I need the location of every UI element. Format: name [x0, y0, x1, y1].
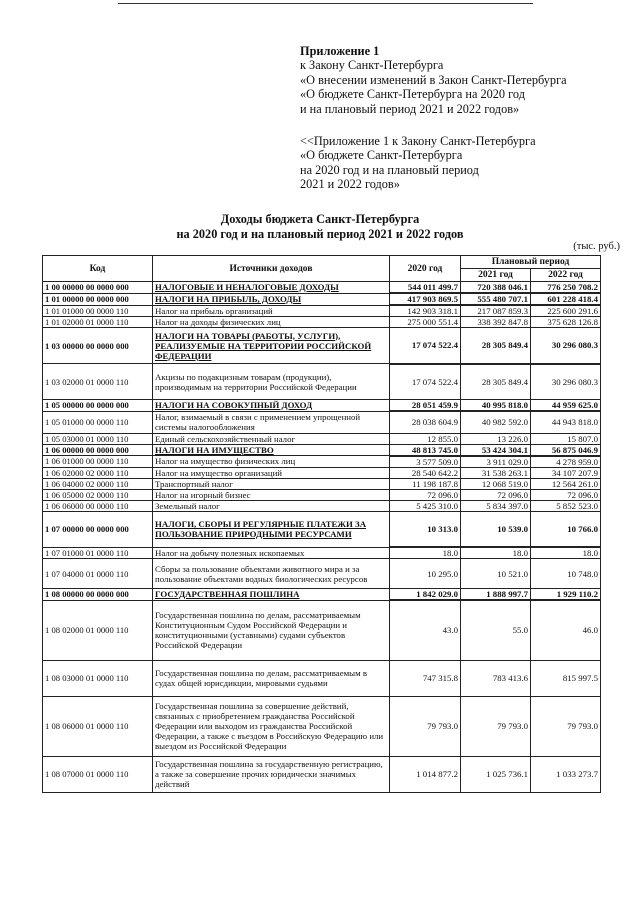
row-source-name: Налог на добычу полезных ископаемых: [153, 547, 390, 559]
row-source-name: Государственная пошлина за совершение действий, связанных с приобретением гражданства Российской Федерации или выходом из гражданства Российской Федерации, а также с въездом в Российскую Федерацию или выездом из Российской Федерации: [153, 696, 390, 756]
table-row: [43, 559, 601, 589]
row-source-name: Акцизы по подакцизным товарам (продукции), производимым на территории Российской Федерации: [153, 364, 390, 400]
row-value-2020: 18.0: [390, 547, 461, 559]
row-code: 1 01 01000 00 0000 110: [43, 305, 153, 317]
row-value-2022: 1 033 273.7: [531, 756, 601, 792]
table-row: [43, 328, 601, 364]
row-code: 1 06 02000 02 0000 110: [43, 467, 153, 478]
row-value-2021: 783 413.6: [461, 660, 531, 696]
annex-ref-line: 2021 и 2022 годов»: [300, 177, 400, 192]
row-source-name: Налог, взимаемый в связи с применением упрощенной системы налогообложения: [153, 411, 390, 433]
table-row: [43, 411, 601, 433]
row-code: 1 06 06000 00 0000 110: [43, 500, 153, 511]
row-value-2020: 1 014 877.2: [390, 756, 461, 792]
row-code: 1 08 02000 01 0000 110: [43, 600, 153, 660]
row-value-2022: 4 278 959.0: [531, 456, 601, 468]
row-value-2020: 43.0: [390, 600, 461, 660]
header-2021: 2021 год: [461, 269, 531, 282]
annex-line: «О внесении изменений в Закон Санкт-Петербурга: [300, 72, 567, 87]
annex-line: к Закону Санкт-Петербурга: [300, 58, 444, 73]
table-row: [43, 696, 601, 756]
row-value-2022: 56 875 046.9: [531, 444, 601, 456]
table-row: [43, 293, 601, 305]
row-source-name: Государственная пошлина за государственную регистрацию, а также за совершение прочих юридически значимых действий: [153, 756, 390, 792]
row-value-2022: 375 628 126.8: [531, 317, 601, 328]
table-row: [43, 305, 601, 317]
row-value-2022: 18.0: [531, 547, 601, 559]
row-source-name: НАЛОГОВЫЕ И НЕНАЛОГОВЫЕ ДОХОДЫ: [153, 282, 390, 294]
title-line: Доходы бюджета Санкт-Петербурга: [220, 212, 420, 226]
row-source-name: Сборы за пользование объектами животного мира и за пользование объектами водных биологических ресурсов: [153, 559, 390, 589]
row-value-2021: 555 480 707.1: [461, 293, 531, 305]
row-code: 1 07 00000 00 0000 000: [43, 511, 153, 547]
row-value-2022: 15 807.0: [531, 433, 601, 444]
table-row: [43, 317, 601, 328]
row-value-2022: 44 943 818.0: [531, 411, 601, 433]
row-value-2021: 1 025 736.1: [461, 756, 531, 792]
row-source-name: Земельный налог: [153, 500, 390, 511]
row-code: 1 05 00000 00 0000 000: [43, 400, 153, 412]
row-source-name: Налог на доходы физических лиц: [153, 317, 390, 328]
table-row: [43, 467, 601, 478]
row-value-2022: 1 929 110.2: [531, 589, 601, 601]
row-value-2020: 417 903 869.5: [390, 293, 461, 305]
row-source-name: Единый сельскохозяйственный налог: [153, 433, 390, 444]
table-row: [43, 400, 601, 412]
row-value-2020: 12 855.0: [390, 433, 461, 444]
row-value-2022: 72 096.0: [531, 489, 601, 500]
row-code: 1 08 03000 01 0000 110: [43, 660, 153, 696]
row-code: 1 07 01000 01 0000 110: [43, 547, 153, 559]
table-row: [43, 589, 601, 601]
row-value-2021: 1 888 997.7: [461, 589, 531, 601]
row-value-2022: 776 250 708.2: [531, 282, 601, 294]
units-label: (тыс. руб.): [573, 241, 620, 252]
row-value-2021: 55.0: [461, 600, 531, 660]
row-code: 1 08 00000 00 0000 000: [43, 589, 153, 601]
row-code: 1 00 00000 00 0000 000: [43, 282, 153, 294]
row-value-2022: 79 793.0: [531, 696, 601, 756]
row-value-2020: 544 011 499.7: [390, 282, 461, 294]
row-value-2022: 815 997.5: [531, 660, 601, 696]
header-planned-period: Плановый период: [461, 256, 601, 269]
row-value-2020: 17 074 522.4: [390, 328, 461, 364]
row-value-2022: 30 296 080.3: [531, 364, 601, 400]
row-source-name: НАЛОГИ НА СОВОКУПНЫЙ ДОХОД: [153, 400, 390, 412]
row-code: 1 07 04000 01 0000 110: [43, 559, 153, 589]
row-value-2021: 3 911 029.0: [461, 456, 531, 468]
row-value-2021: 12 068 519.0: [461, 478, 531, 489]
row-source-name: Налог на имущество физических лиц: [153, 456, 390, 468]
table-row: [43, 433, 601, 444]
annex-ref-line: <<Приложение 1 к Закону Санкт-Петербурга: [300, 134, 536, 148]
table-body: [43, 282, 601, 793]
row-value-2021: 5 834 397.0: [461, 500, 531, 511]
row-code: 1 01 02000 01 0000 110: [43, 317, 153, 328]
table-row: [43, 478, 601, 489]
row-value-2022: 30 296 080.3: [531, 328, 601, 364]
row-source-name: Государственная пошлина по делам, рассматриваемым в судах общей юрисдикции, мировыми судьями: [153, 660, 390, 696]
row-source-name: НАЛОГИ НА ПРИБЫЛЬ, ДОХОДЫ: [153, 293, 390, 305]
row-value-2020: 28 540 642.2: [390, 467, 461, 478]
row-source-name: НАЛОГИ, СБОРЫ И РЕГУЛЯРНЫЕ ПЛАТЕЖИ ЗА ПОЛЬЗОВАНИЕ ПРИРОДНЫМИ РЕСУРСАМИ: [153, 511, 390, 547]
row-value-2020: 48 813 745.0: [390, 444, 461, 456]
row-value-2021: 18.0: [461, 547, 531, 559]
row-value-2021: 28 305 849.4: [461, 364, 531, 400]
row-code: 1 05 03000 01 0000 110: [43, 433, 153, 444]
row-value-2020: 5 425 310.0: [390, 500, 461, 511]
row-value-2020: 1 842 029.0: [390, 589, 461, 601]
row-source-name: Транспортный налог: [153, 478, 390, 489]
row-value-2020: 79 793.0: [390, 696, 461, 756]
row-value-2021: 79 793.0: [461, 696, 531, 756]
table-row: [43, 511, 601, 547]
row-value-2021: 31 538 263.1: [461, 467, 531, 478]
row-value-2020: 28 051 459.9: [390, 400, 461, 412]
row-value-2022: 10 766.0: [531, 511, 601, 547]
row-value-2022: 601 228 418.4: [531, 293, 601, 305]
table-row: [43, 456, 601, 468]
document-title: [120, 212, 520, 242]
table-row: [43, 600, 601, 660]
row-value-2021: 72 096.0: [461, 489, 531, 500]
row-value-2020: 72 096.0: [390, 489, 461, 500]
header-2022: 2022 год: [531, 269, 601, 282]
row-value-2021: 10 539.0: [461, 511, 531, 547]
row-source-name: Государственная пошлина по делам, рассматриваемым Конституционным Судом Российской Федерации и конституционными (уставными) судами субъектов Российской Федерации: [153, 600, 390, 660]
table-row: [43, 756, 601, 792]
row-source-name: Налог на имущество организаций: [153, 467, 390, 478]
row-value-2022: 46.0: [531, 600, 601, 660]
header-source: Источники доходов: [153, 256, 390, 282]
top-rule: [118, 3, 533, 4]
annex-header: [300, 44, 620, 116]
row-code: 1 03 02000 01 0000 110: [43, 364, 153, 400]
annex-reference: [300, 134, 620, 192]
row-value-2021: 217 087 859.3: [461, 305, 531, 317]
table-row: [43, 500, 601, 511]
row-value-2020: 28 038 604.9: [390, 411, 461, 433]
row-code: 1 06 01000 00 0000 110: [43, 456, 153, 468]
row-value-2022: 34 107 207.9: [531, 467, 601, 478]
annex-title: Приложение 1: [300, 44, 380, 58]
annex-line: «О бюджете Санкт-Петербурга на 2020 год: [300, 87, 525, 102]
row-value-2020: 10 295.0: [390, 559, 461, 589]
revenue-table: [42, 255, 601, 793]
row-code: 1 06 00000 00 0000 000: [43, 444, 153, 456]
row-value-2022: 44 959 625.0: [531, 400, 601, 412]
header-2020: 2020 год: [390, 256, 461, 282]
table-row: [43, 444, 601, 456]
row-source-name: Налог на прибыль организаций: [153, 305, 390, 317]
row-source-name: НАЛОГИ НА ТОВАРЫ (РАБОТЫ, УСЛУГИ), РЕАЛИЗУЕМЫЕ НА ТЕРРИТОРИИ РОССИЙСКОЙ ФЕДЕРАЦИИ: [153, 328, 390, 364]
row-value-2022: 5 852 523.0: [531, 500, 601, 511]
row-code: 1 08 06000 01 0000 110: [43, 696, 153, 756]
annex-ref-line: на 2020 год и на плановый период: [300, 162, 479, 177]
row-value-2020: 10 313.0: [390, 511, 461, 547]
row-code: 1 08 07000 01 0000 110: [43, 756, 153, 792]
table-row: [43, 364, 601, 400]
table-row: [43, 489, 601, 500]
row-value-2020: 3 577 509.0: [390, 456, 461, 468]
row-value-2020: 275 000 551.4: [390, 317, 461, 328]
table-row: [43, 547, 601, 559]
title-line: на 2020 год и на плановый период 2021 и 2022 годов: [176, 227, 464, 241]
row-value-2022: 225 600 291.6: [531, 305, 601, 317]
row-value-2021: 28 305 849.4: [461, 328, 531, 364]
row-code: 1 03 00000 00 0000 000: [43, 328, 153, 364]
annex-line: и на плановый период 2021 и 2022 годов»: [300, 101, 520, 116]
row-value-2020: 17 074 522.4: [390, 364, 461, 400]
header-code: Код: [43, 256, 153, 282]
row-value-2022: 10 748.0: [531, 559, 601, 589]
row-code: 1 05 01000 00 0000 110: [43, 411, 153, 433]
row-code: 1 01 00000 00 0000 000: [43, 293, 153, 305]
row-value-2021: 10 521.0: [461, 559, 531, 589]
table-row: [43, 660, 601, 696]
row-source-name: Налог на игорный бизнес: [153, 489, 390, 500]
row-source-name: ГОСУДАРСТВЕННАЯ ПОШЛИНА: [153, 589, 390, 601]
row-source-name: НАЛОГИ НА ИМУЩЕСТВО: [153, 444, 390, 456]
row-code: 1 06 04000 02 0000 110: [43, 478, 153, 489]
row-value-2021: 13 226.0: [461, 433, 531, 444]
row-value-2020: 142 903 318.1: [390, 305, 461, 317]
row-value-2022: 12 564 261.0: [531, 478, 601, 489]
row-value-2021: 40 995 818.0: [461, 400, 531, 412]
row-value-2021: 720 388 046.1: [461, 282, 531, 294]
row-code: 1 06 05000 02 0000 110: [43, 489, 153, 500]
row-value-2021: 338 392 847.8: [461, 317, 531, 328]
table-row: [43, 282, 601, 294]
row-value-2021: 40 982 592.0: [461, 411, 531, 433]
annex-ref-line: «О бюджете Санкт-Петербурга: [300, 148, 463, 163]
row-value-2020: 747 315.8: [390, 660, 461, 696]
row-value-2021: 53 424 304.1: [461, 444, 531, 456]
row-value-2020: 11 198 187.8: [390, 478, 461, 489]
